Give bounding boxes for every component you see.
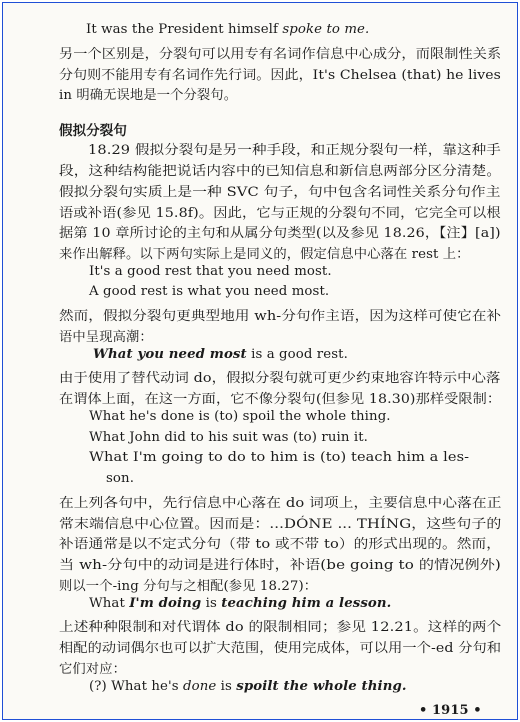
text-line: [89, 264, 332, 279]
text-run: 补语通常是以不定式分句（带 to 或不带 to）的形式出现的。然而，: [59, 537, 501, 553]
text-line: [59, 43, 501, 62]
text-line: [59, 326, 153, 345]
text-run: What: [89, 595, 130, 611]
text-line: [59, 202, 501, 221]
text-run: 18.29 假拟分裂句是另一种手段，和正规分裂句一样，靠这种手: [88, 143, 501, 159]
text-run: 假拟分裂句实质上是一种 SVC 句子，句中包含名词性关系分句作主: [59, 184, 501, 200]
text-run: 当 wh-分句中的动词是进行体时，补语(be going to 的情况例外): [59, 558, 501, 574]
text-run: (?) What he's: [89, 678, 183, 694]
text-line: [89, 679, 407, 694]
text-run: • 1915 •: [419, 703, 482, 718]
text-run: 它们对应：: [59, 661, 126, 677]
text-run: in 明确无误地是一个分裂句。: [59, 88, 238, 104]
text-run: 在上列各句中，先行信息中心落在 do 词项上，主要信息中心落在正: [59, 495, 502, 511]
text-line: [89, 409, 391, 424]
text-line: [93, 347, 348, 362]
text-run: is: [216, 678, 237, 694]
text-run: spoke to me.: [282, 22, 370, 38]
text-line: [59, 305, 501, 324]
text-run: 相配的动词偶尔也可以扩大范围，使用完成体，可以用一个-ed 分句和: [59, 641, 502, 657]
text-run: 段，这种结构能把说话内容中的已知信息和新信息两部分区分清楚。: [59, 164, 502, 180]
text-run: 语中呈现高潮：: [59, 329, 153, 345]
text-line: [89, 596, 391, 611]
text-run: 在谓体上面，在这一方面，它不像分裂句(但参见 18.30)那样受限制：: [59, 392, 502, 408]
text-line: [59, 243, 470, 262]
text-run: spoilt the whole thing.: [236, 678, 407, 694]
text-run: 然而，假拟分裂句更典型地用 wh-分句作主语，因为这样可使它在补: [59, 309, 502, 325]
text-line: [59, 554, 501, 573]
text-line: [88, 139, 501, 158]
text-line: [59, 492, 502, 511]
text-run: 分句则不能用专有名词作先行词。因此，It's Chelsea (that) he lives: [59, 67, 501, 83]
text-line: [89, 284, 329, 299]
text-run: 假拟分裂句: [59, 122, 127, 139]
text-run: 语或补语(参见 15.8f)。因此，它与正规的分裂句不同，它完全可以根: [59, 205, 501, 221]
text-run: It was the President himself: [86, 22, 283, 38]
text-line: [59, 575, 317, 594]
text-line: [59, 388, 501, 407]
text-line: [89, 430, 368, 445]
text-line: [59, 181, 501, 200]
text-run: 据第 10 章所讨论的主句和从属分句类型(以及参见 18.26，【注】[a]): [59, 226, 501, 242]
text-line: [59, 533, 501, 552]
text-line: [59, 84, 237, 103]
page-number: [419, 703, 482, 718]
text-line: [59, 64, 501, 83]
text-line: [59, 367, 501, 386]
text-line: [59, 222, 501, 241]
text-run: is: [201, 595, 222, 611]
book-page: [2, 2, 518, 720]
text-run: It's a good rest that you need most.: [89, 263, 332, 279]
text-run: 上述种种限制和对代谓体 do 的限制相同；参见 12.21。这样的两个: [59, 620, 502, 636]
text-run: What John did to his suit was (to) ruin it.: [89, 429, 368, 445]
text-run: 则以一个-ing 分句与之相配(参见 18.27)：: [59, 578, 318, 594]
text-run: son.: [106, 471, 135, 487]
text-run: What you need most: [93, 346, 247, 362]
text-run: 由于使用了替代动词 do，假拟分裂句就可更少约束地容许特示中心落: [59, 371, 501, 387]
text-line: [106, 471, 134, 486]
text-run: 来作出解释。以下两句实际上是同义的，假定信息中心落在 rest 上：: [59, 247, 470, 262]
text-line: [89, 450, 469, 465]
text-run: I'm doing: [129, 595, 202, 611]
text-line: [59, 637, 501, 656]
text-run: 另一个区别是，分裂句可以用专有名词作信息中心成分，而限制性关系: [59, 46, 502, 62]
text-line: [86, 22, 369, 37]
text-run: is a good rest.: [246, 346, 348, 362]
text-line: [59, 658, 126, 677]
section-heading: [59, 119, 127, 139]
text-line: [59, 160, 501, 179]
text-run: teaching him a lesson.: [221, 595, 392, 611]
text-line: [59, 513, 501, 532]
text-line: [59, 616, 501, 635]
text-run: What he's done is (to) spoil the whole thing.: [89, 408, 391, 424]
text-run: A good rest is what you need most.: [89, 284, 330, 300]
text-run: What I'm going to do to him is (to) teach him a les-: [89, 450, 470, 466]
text-run: 常末端信息中心位置。因而是：...DÓNE ... THÍNG，这些句子的: [59, 516, 502, 532]
text-run: done: [183, 678, 217, 694]
